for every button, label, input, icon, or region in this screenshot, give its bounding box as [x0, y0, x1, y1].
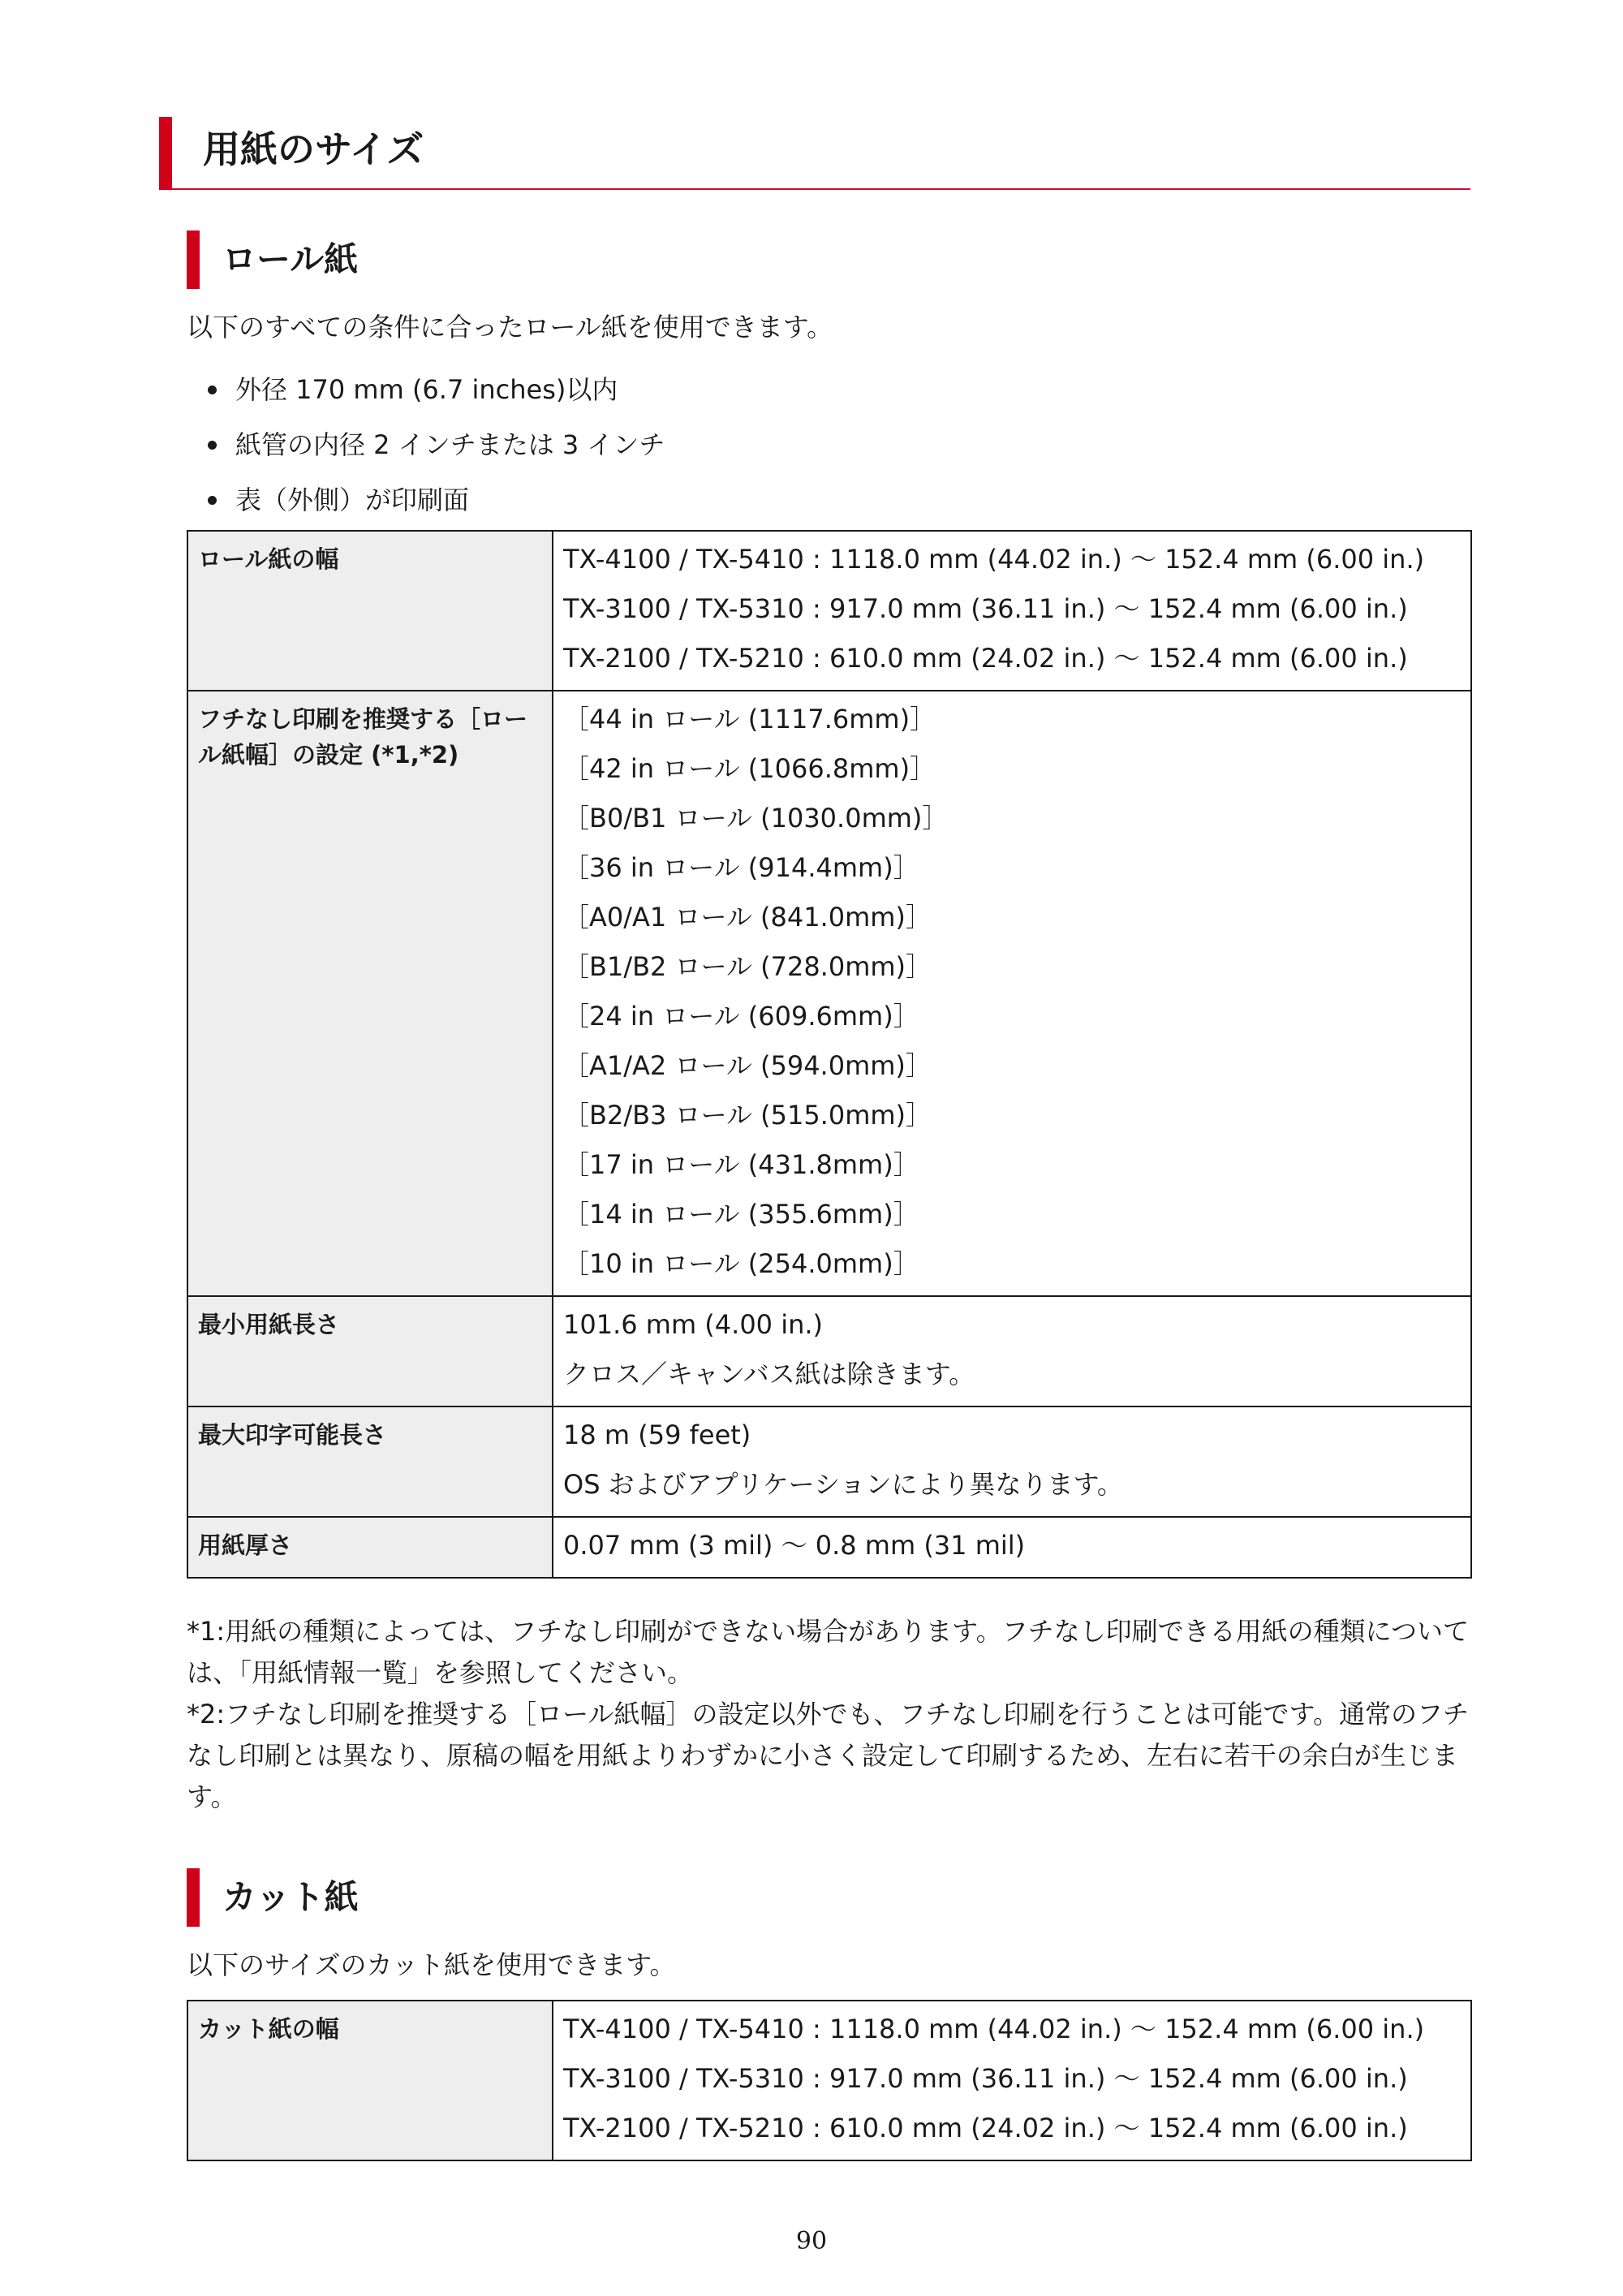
value-line: TX-2100 / TX-5210 : 610.0 mm (24.02 in.) 〜 152.4 mm (6.00 in.) — [563, 2113, 1408, 2143]
table-row — [187, 1517, 1471, 1578]
section-accent-bar — [187, 230, 200, 289]
footnotes — [187, 1611, 1477, 1818]
section-accent-bar — [187, 1868, 200, 1927]
value-line: TX-3100 / TX-5310 : 917.0 mm (36.11 in.) 〜 152.4 mm (6.00 in.) — [563, 2063, 1408, 2094]
row-label-borderless-setting: フチなし印刷を推奨する［ロール紙幅］の設定 (*1,*2) — [187, 691, 553, 1296]
value-line: ［B1/B2 ロール (728.0mm)］ — [563, 951, 932, 982]
row-label-thickness: 用紙厚さ — [187, 1517, 553, 1578]
heading-accent-bar — [159, 117, 172, 190]
footnote-1: *1:用紙の種類によっては、フチなし印刷ができない場合があります。フチなし印刷できる用紙の種類については、「用紙情報一覧」を参照してください。 — [187, 1616, 1469, 1688]
row-label-cut-width: カット紙の幅 — [187, 2001, 553, 2160]
cut-heading-text: カット紙 — [222, 1877, 359, 1917]
row-value-borderless-setting — [553, 691, 1471, 1296]
value-line: ［14 in ロール (355.6mm)］ — [563, 1199, 919, 1230]
value-line: クロス／キャンバス紙は除きます。 — [563, 1359, 975, 1389]
table-row — [187, 1296, 1471, 1406]
value-line: TX-4100 / TX-5410 : 1118.0 mm (44.02 in.) 〜 152.4 mm (6.00 in.) — [563, 2014, 1425, 2044]
value-line: ［A0/A1 ロール (841.0mm)］ — [563, 902, 932, 933]
roll-heading-text: ロール紙 — [222, 239, 359, 279]
list-item: 紙管の内径 2 インチまたは 3 インチ — [187, 417, 665, 472]
row-value-min-length — [553, 1296, 1471, 1406]
value-line: ［24 in ロール (609.6mm)］ — [563, 1001, 919, 1032]
list-item: 表（外側）が印刷面 — [187, 472, 665, 528]
value-line: ［44 in ロール (1117.6mm)］ — [563, 704, 936, 734]
roll-intro: 以下のすべての条件に合ったロール紙を使用できます。 — [187, 312, 833, 342]
row-value-thickness — [553, 1517, 1471, 1578]
value-line: 18 m (59 feet) — [563, 1419, 751, 1450]
main-heading-text: 用紙のサイズ — [203, 127, 424, 171]
value-line: ［B2/B3 ロール (515.0mm)］ — [563, 1100, 932, 1131]
value-line: 0.07 mm (3 mil) 〜 0.8 mm (31 mil) — [563, 1530, 1026, 1561]
cut-spec-table — [187, 2000, 1472, 2161]
row-label-max-print-length: 最大印字可能長さ — [187, 1406, 553, 1517]
value-line: TX-3100 / TX-5310 : 917.0 mm (36.11 in.) 〜 152.4 mm (6.00 in.) — [563, 593, 1408, 624]
roll-spec-table — [187, 530, 1472, 1579]
value-line: ［B0/B1 ロール (1030.0mm)］ — [563, 803, 949, 834]
value-line: ［A1/A2 ロール (594.0mm)］ — [563, 1050, 932, 1081]
row-label-min-length: 最小用紙長さ — [187, 1296, 553, 1406]
value-line: TX-4100 / TX-5410 : 1118.0 mm (44.02 in.) 〜 152.4 mm (6.00 in.) — [563, 544, 1425, 575]
roll-conditions-list — [187, 362, 665, 528]
footnote-2: *2:フチなし印刷を推奨する［ロール紙幅］の設定以外でも、フチなし印刷を行うことは可能です。通常のフチなし印刷とは異なり、原稿の幅を用紙よりわずかに小さく設定して印刷するため、左右に若干の余白が生じます。 — [187, 1699, 1469, 1812]
page-number: 90 — [795, 2227, 828, 2255]
value-line: ［10 in ロール (254.0mm)］ — [563, 1248, 919, 1279]
value-line: ［42 in ロール (1066.8mm)］ — [563, 753, 936, 784]
table-row — [187, 2001, 1471, 2160]
row-value-max-print-length — [553, 1406, 1471, 1517]
table-row — [187, 1406, 1471, 1517]
row-value-roll-width — [553, 531, 1471, 691]
list-item: 外径 170 mm (6.7 inches)以内 — [187, 362, 665, 417]
table-row — [187, 691, 1471, 1296]
row-label-roll-width: ロール紙の幅 — [187, 531, 553, 691]
value-line: OS およびアプリケーションにより異なります。 — [563, 1469, 1123, 1500]
main-heading — [159, 117, 1470, 190]
row-value-cut-width — [553, 2001, 1471, 2160]
table-row — [187, 531, 1471, 691]
value-line: 101.6 mm (4.00 in.) — [563, 1309, 824, 1340]
value-line: TX-2100 / TX-5210 : 610.0 mm (24.02 in.) 〜 152.4 mm (6.00 in.) — [563, 643, 1408, 674]
cut-intro: 以下のサイズのカット紙を使用できます。 — [187, 1949, 676, 1980]
value-line: ［17 in ロール (431.8mm)］ — [563, 1149, 919, 1180]
value-line: ［36 in ロール (914.4mm)］ — [563, 852, 919, 883]
